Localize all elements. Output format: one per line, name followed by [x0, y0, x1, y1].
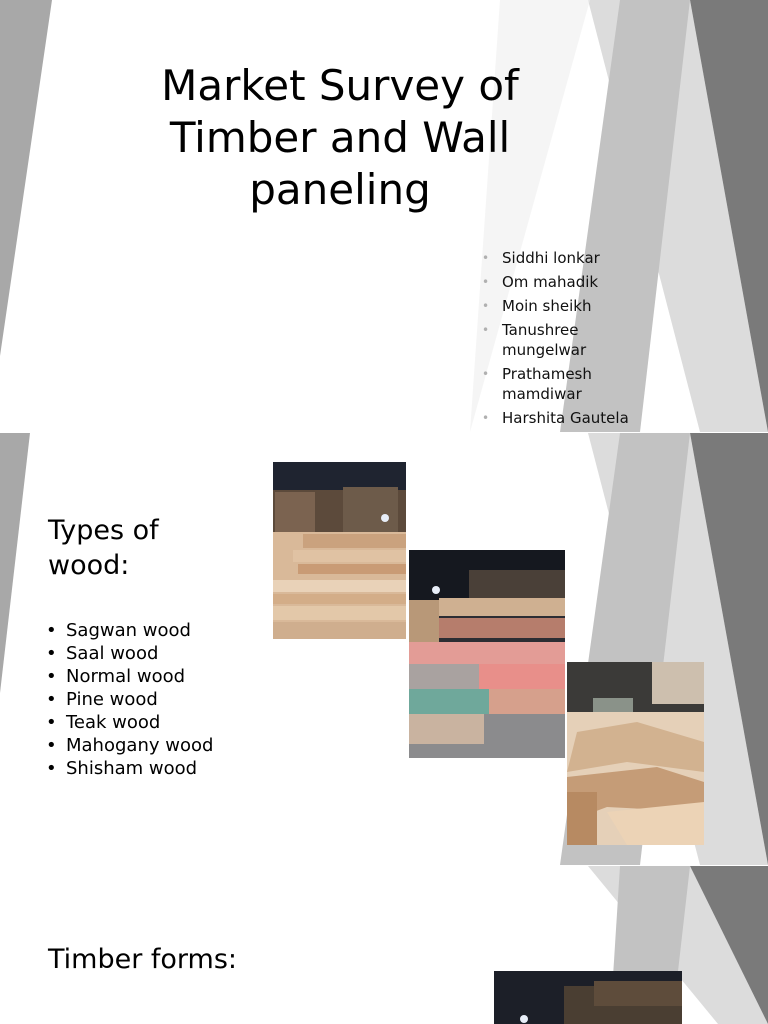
list-item: • Tanushree mungelwar [480, 320, 630, 360]
title-line: paneling [249, 165, 431, 214]
list-item: • Shisham wood [46, 757, 213, 780]
list-item: • Siddhi lonkar [480, 248, 630, 268]
list-item: • Pine wood [46, 688, 213, 711]
list-item: • Harshita Gautela [480, 408, 630, 428]
timber-warehouse-photo [273, 462, 406, 639]
stacked-timber-planks-photo [409, 550, 565, 758]
left-accent-shape [0, 433, 30, 693]
list-item: • Teak wood [46, 711, 213, 734]
page-title [140, 60, 540, 216]
section-heading: Types of wood: [48, 515, 159, 581]
list-item: • Sagwan wood [46, 619, 213, 642]
title-line: Market Survey of [161, 61, 519, 110]
list-item: • Mahogany wood [46, 734, 213, 757]
left-accent-shape [0, 0, 52, 356]
wood-types-slide [0, 433, 768, 865]
title-slide [0, 0, 768, 432]
cut-timber-pieces-photo [567, 662, 704, 845]
wood-types-list [46, 619, 213, 780]
timber-forms-slide [0, 866, 768, 1024]
section-heading: Timber forms: [48, 944, 238, 975]
list-item: • Normal wood [46, 665, 213, 688]
list-item: • Om mahadik [480, 272, 630, 292]
team-members-list [480, 248, 630, 432]
list-item: • Prathamesh mamdiwar [480, 364, 630, 404]
list-item: • Moin sheikh [480, 296, 630, 316]
list-item: • Saal wood [46, 642, 213, 665]
timber-warehouse-night-photo [494, 971, 682, 1024]
title-line: Timber and Wall [169, 113, 511, 162]
